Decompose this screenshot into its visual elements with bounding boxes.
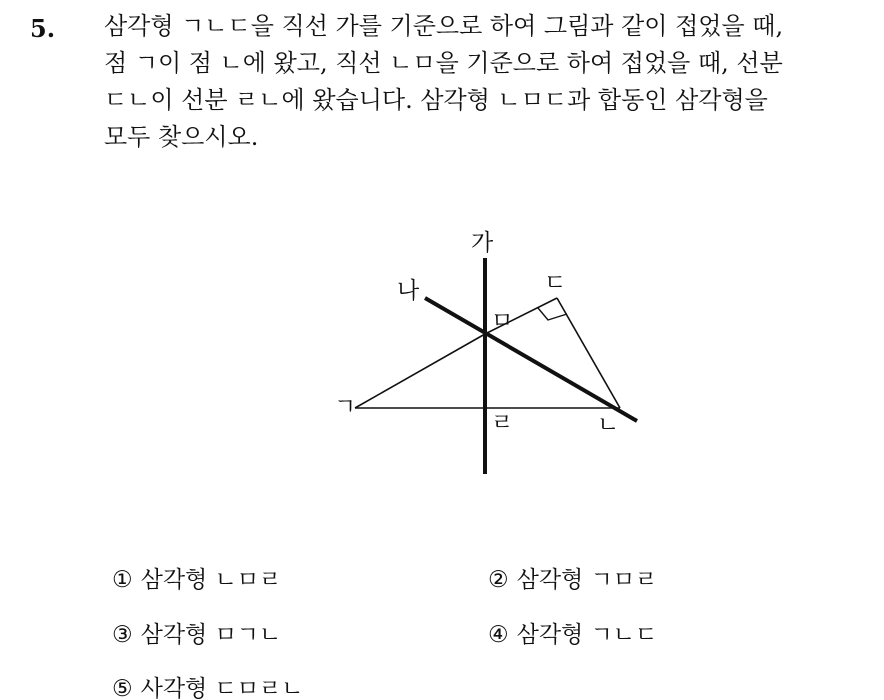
choice-5-text: 사각형 ㄷㅁㄹㄴ [140,676,304,700]
label-point-giyeok: ㄱ [334,394,357,420]
label-point-digeut: ㄷ [544,270,567,296]
choice-3-number: ③ [112,622,133,648]
choice-3[interactable] [112,616,281,649]
choice-1[interactable] [112,561,281,594]
choice-5[interactable] [112,670,303,700]
choice-2-number: ② [488,567,509,593]
choice-4-number: ④ [488,622,509,648]
question-text: 삼각형 ㄱㄴㄷ을 직선 가를 기준으로 하여 그림과 같이 접었을 때, 점 ㄱ이 점 ㄴ에 왔고, 직선 ㄴㅁ을 기준으로 하여 접었을 때, 선분 ㄷㄴ이 선분 ㄹㄴ에 왔습니다. 삼각형 ㄴㅁㄷ과 합동인 삼각형을 모두 찾으시오. [104,12,784,151]
right-angle-mark [538,308,567,320]
choice-4[interactable] [488,616,657,649]
choice-2-text: 삼각형 ㄱㅁㄹ [516,567,658,593]
question-number: 5. [30,14,56,43]
choice-1-number: ① [112,567,133,593]
choice-2[interactable] [488,561,657,594]
label-point-mieum: ㅁ [491,308,514,334]
choice-5-number: ⑤ [112,676,133,700]
line-na [425,298,637,421]
segment-giyeok-mieum [355,334,485,408]
label-line-ga: 가 [471,230,494,256]
label-line-na: 나 [397,278,420,304]
choice-4-text: 삼각형 ㄱㄴㄷ [516,622,658,648]
label-point-rieul: ㄹ [491,410,514,436]
choice-1-text: 삼각형 ㄴㅁㄹ [140,567,282,593]
choice-3-text: 삼각형 ㅁㄱㄴ [140,622,282,648]
label-point-nieun: ㄴ [597,412,620,438]
